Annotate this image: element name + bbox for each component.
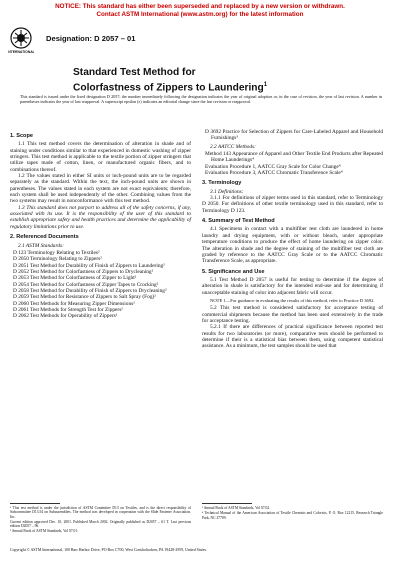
section-heading-significance: 5. Significance and Use xyxy=(202,268,265,275)
title-line-1: Standard Test Method for xyxy=(73,67,196,78)
left-column xyxy=(10,129,191,320)
reference-item: D 2062 Test Methods for Operability of Zippers² xyxy=(13,313,118,320)
section-heading-referenced-documents: 2. Referenced Documents xyxy=(10,234,79,241)
paragraph-1-3: 1.3 This standard does not purport to address all of the safety concerns, if any, associated with its use. It is the responsibility of the user of this standard to establish appropriate safety and health practices and determine the applicability of regulatory limitations prior to use. xyxy=(10,204,191,230)
aatcc-methods-heading: 2.2 AATCC Methods: xyxy=(210,143,256,150)
copyright-line: Copyright © ASTM International, 100 Barr Harbor Drive, PO Box C700, West Conshohocken, PA 19428-2959, United States. xyxy=(10,548,207,552)
reference-item: D 2061 Test Methods for Strength Test for Zippers² xyxy=(13,306,123,313)
reference-item: D 2052 Test Method for Colorfastness of Zippers to Drycleaning² xyxy=(13,268,154,275)
astm-logo xyxy=(8,27,34,55)
reference-item: D 2060 Test Methods for Measuring Zipper Dimensions² xyxy=(13,300,135,307)
astm-standards-heading: 2.1 ASTM Standards: xyxy=(18,242,64,249)
reference-item: D 2051 Test Method for Durability of Finish of Zippers to Laundering² xyxy=(13,262,165,269)
footnote: ⁴ Technical Manual of the American Association of Textile Chemists and Colorists, P. O. Box 12215, Research Triangle Park, NC 27709. xyxy=(202,511,383,520)
reference-item: D 123 Terminology Relating to Textiles² xyxy=(13,249,100,256)
designation: Designation: D 2057 – 01 xyxy=(46,34,136,43)
footnote-divider xyxy=(202,503,252,504)
paragraph-5-1: 5.1 Test Method D 2057 is useful for testing to determine if the degree of alteration in shade is satisfactory for the intended end-use and for determining if unacceptable staining of color into adjacent fabric will occur. xyxy=(202,276,383,296)
section-heading-scope: 1. Scope xyxy=(10,133,34,139)
section-heading-terminology: 3. Terminology xyxy=(202,180,242,187)
svg-text:INTERNATIONAL: INTERNATIONAL xyxy=(8,50,34,54)
reference-item: D 2058 Test Method for Durability of Finish of Zippers to Drycleaning² xyxy=(13,287,167,294)
paragraph-3-1-1: 3.1.1 For definitions of zipper terms used in this standard, refer to Terminology D 2050. For definitions of other textile terminology used in this standard, refer to Terminology D 123. xyxy=(202,195,383,214)
reference-item: D 2059 Test Method for Resistance of Zippers to Salt Spray (Fog)² xyxy=(13,294,156,301)
footnotes-right xyxy=(202,506,383,521)
reference-item: D 3692 Practice for Selection of Zippers for Care-Labeled Apparel and Household Furnishings³ xyxy=(205,129,383,142)
definitions-heading: 3.1 Definitions: xyxy=(210,188,244,195)
paragraph-5-2-1: 5.2.1 If there are differences of practical significance between reported test results for two laboratories (or more), comparative tests should be performed to determine if their is a statistical bias between them, using competent statistical assistance. As a minimum, the test samples should be used that xyxy=(202,324,383,350)
footnote: Current edition approved Dec. 10, 2001. Published March 2002. Originally published as D2057 – 61 T. Last previous edition D2057 – 96. xyxy=(10,519,191,529)
reference-item: D 2054 Test Method for Colorfastness of Zipper Tapes to Crocking² xyxy=(13,281,159,288)
section-heading-summary: 4. Summary of Test Method xyxy=(202,218,275,225)
paragraph-5-2: 5.2 This test method is considered satisfactory for acceptance testing of commercial shipments because the method has been used extensively in the trade for acceptance testing. xyxy=(202,305,383,324)
footnote: ¹ This test method is under the jurisdiction of ASTM Committee D13 on Textiles, and is the direct responsibility of Subcommittee D13.54 on Subassemblies. The method was developed in cooperation with the Slide Fastener Association, Inc. xyxy=(10,506,191,519)
withdrawn-notice-banner xyxy=(0,3,400,18)
aatcc-reference-item: Evaluation Procedure 1, AATCC Gray Scale for Color Change⁴ xyxy=(205,163,341,170)
paragraph-1-2: 1.2 The values stated in either SI units or inch-pound units are to be regarded separately as the standard. Within the text, the inch-pound units are shown in parentheses. The values stated in each system are not exact equivalents; therefore, each system shall be used independently of the other. Combining values from the two systems may result in nonconformance with this test method. xyxy=(10,173,191,205)
notice-line-1: NOTICE: This standard has either been superseded and replaced by a new version or withdrawn. xyxy=(55,3,345,10)
footnotes-left xyxy=(10,506,191,535)
astm-logo-icon xyxy=(8,27,34,55)
reference-item: D 2050 Terminology Relating to Zippers² xyxy=(13,256,102,263)
note-1: NOTE 1—For guidance in evaluating the results of this method, refer to Practice D 3692. xyxy=(210,297,375,303)
aatcc-reference-item: Method 143 Appearance of Apparel and Other Textile End Products after Repeated Home Launderings⁴ xyxy=(205,151,383,164)
issuance-note: This standard is issued under the fixed designation D 2057; the number immediately following the designation indicates the year of original adoption or, in the case of revision, the year of last revision. A number in parentheses indicates the year of last reapproval. A superscript epsilon (ε) indicates an editorial change since the last revision or reapproval. xyxy=(20,94,382,105)
right-column xyxy=(202,129,383,350)
paragraph-4-1: 4.1 Specimens in contact with a multifiber test cloth are laundered in home laundry and drying equipment, with or without bleach, under appropriate temperature conditions to produce the effect of home laundering on zipper color. The alteration in shade and the degree of staining of the multifiber test cloth are graded by reference to the AATCC Gray Scale or to the AATCC Chromatic Transference Scale, as appropriate. xyxy=(202,226,383,265)
footnote-divider xyxy=(10,503,60,504)
title-line-2: Colorfastness of Zippers to Laundering$^1$ xyxy=(73,82,268,94)
footnote: ³ Annual Book of ASTM Standards, Vol 07.02. xyxy=(202,506,271,510)
paragraph-1-1: 1.1 This test method covers the determination of alteration in shade and of staining under conditions similar to that experienced in domestic washing of zipper stringers. This test method is applicable to the textile portion of zipper stringers that utilize tapes made of cotton, linen, or manufactured organic fibers, and to combinations thereof. xyxy=(10,141,191,173)
document-title xyxy=(73,67,373,94)
aatcc-reference-item: Evaluation Procedure 3, AATCC Chromatic Transference Scale⁴ xyxy=(205,170,343,177)
reference-item: D 2053 Test Method for Colorfastness of Zipper to Light² xyxy=(13,275,137,282)
notice-line-2: Contact ASTM International (www.astm.org) for the latest information xyxy=(96,10,304,18)
footnote: ² Annual Book of ASTM Standards, Vol 07.01. xyxy=(10,529,79,534)
